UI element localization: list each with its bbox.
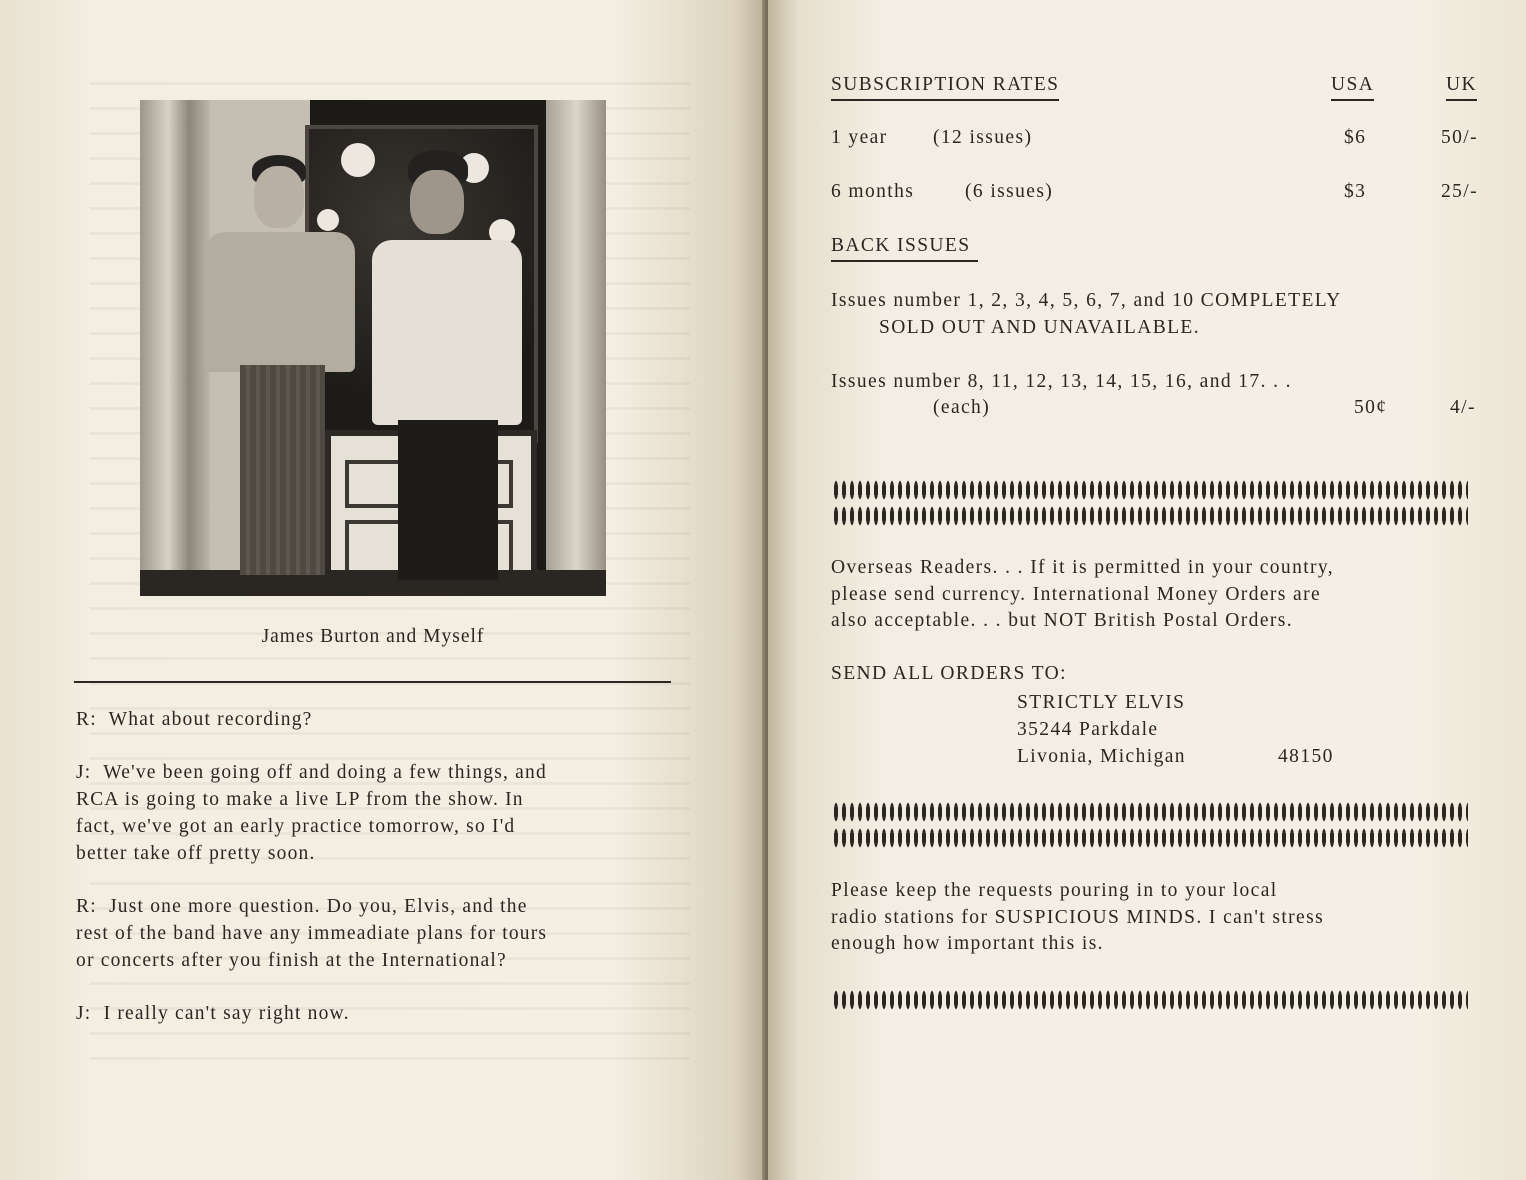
column-usa: USA: [1331, 74, 1374, 101]
orders-heading: SEND ALL ORDERS TO:: [831, 663, 1067, 684]
photo-curtain-left: [140, 100, 210, 596]
rate-uk: 50/-: [1441, 127, 1479, 148]
interview-text: [76, 706, 716, 1053]
interview-paragraph: [76, 759, 716, 867]
closing-line: radio stations for SUSPICIOUS MINDS. I can't stress: [831, 907, 1325, 928]
interview-paragraph: [76, 893, 716, 974]
subscription-heading: SUBSCRIPTION RATES: [831, 74, 1059, 101]
interview-line: fact, we've got an early practice tomorrow, so I'd: [76, 816, 516, 837]
decorative-border: [832, 828, 1468, 848]
address-street: 35244 Parkdale: [1017, 719, 1159, 740]
address-zip: 48150: [1278, 746, 1334, 767]
interview-line: Just one more question. Do you, Elvis, and the: [108, 896, 528, 917]
available-issues-line: Issues number 8, 11, 12, 13, 14, 15, 16, and 17. . .: [831, 371, 1292, 392]
photo-james-burton: [140, 100, 606, 596]
back-issues-heading: BACK ISSUES: [831, 235, 978, 262]
interview-line: We've been going off and doing a few things, and: [103, 762, 547, 783]
speaker-label: R:: [76, 896, 97, 917]
each-price-usa: 50¢: [1354, 397, 1388, 418]
interview-line: What about recording?: [108, 709, 313, 730]
rate-label: 6 months: [831, 181, 915, 202]
closing-line: enough how important this is.: [831, 933, 1104, 954]
rate-detail: (6 issues): [965, 181, 1054, 202]
rate-label: 1 year: [831, 127, 888, 148]
speaker-label: J:: [76, 762, 92, 783]
speaker-label: J:: [76, 1003, 92, 1024]
interview-line: or concerts after you finish at the International?: [76, 950, 507, 971]
column-uk: UK: [1446, 74, 1477, 101]
each-label: (each): [933, 397, 991, 418]
overseas-line: please send currency. International Money Orders are: [831, 584, 1322, 605]
rate-detail: (12 issues): [933, 127, 1033, 148]
rate-usa: $3: [1344, 181, 1367, 202]
each-price-uk: 4/-: [1450, 397, 1476, 418]
divider-rule: [74, 681, 671, 683]
decorative-border: [832, 480, 1468, 500]
address-city: Livonia, Michigan: [1017, 746, 1186, 767]
interview-line: better take off pretty soon.: [76, 843, 316, 864]
photo-curtain-right: [546, 100, 606, 596]
speaker-label: R:: [76, 709, 97, 730]
decorative-border: [832, 802, 1468, 822]
decorative-border: [832, 506, 1468, 526]
interview-line: RCA is going to make a live LP from the show. In: [76, 789, 524, 810]
sold-out-line: SOLD OUT AND UNAVAILABLE.: [879, 317, 1201, 338]
photo-floor: [140, 570, 606, 596]
address-name: STRICTLY ELVIS: [1017, 692, 1186, 713]
decorative-border: [832, 990, 1468, 1010]
photo-flower: [317, 209, 339, 231]
closing-line: Please keep the requests pouring in to your local: [831, 880, 1278, 901]
sold-out-line: Issues number 1, 2, 3, 4, 5, 6, 7, and 10 COMPLETELY: [831, 290, 1342, 311]
rate-usa: $6: [1344, 127, 1367, 148]
interview-line: I really can't say right now.: [103, 1003, 350, 1024]
interview-paragraph: [76, 706, 716, 733]
interview-line: rest of the band have any immeadiate plans for tours: [76, 923, 548, 944]
photo-caption: James Burton and Myself: [261, 626, 485, 647]
overseas-line: Overseas Readers. . . If it is permitted in your country,: [831, 557, 1335, 578]
overseas-line: also acceptable. . . but NOT British Postal Orders.: [831, 610, 1294, 631]
rate-uk: 25/-: [1441, 181, 1479, 202]
interview-paragraph: [76, 1000, 716, 1027]
photo-flower: [341, 143, 375, 177]
